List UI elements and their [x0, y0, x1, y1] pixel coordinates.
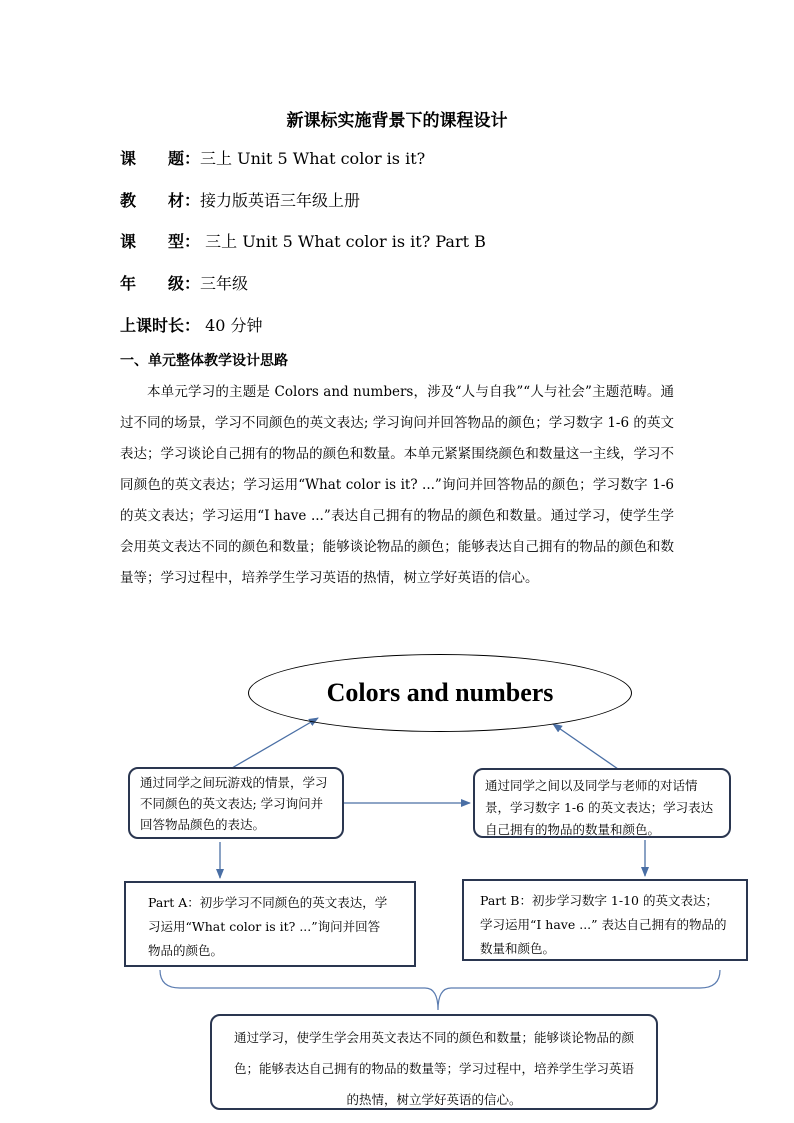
field-grade-value: 三年级	[200, 274, 249, 293]
field-grade-label: 年 级：	[120, 274, 201, 293]
goal-text: 通过学习，使学生学会用英文表达不同的颜色和数量；能够谈论物品的颜色；能够表达自己拥有的物品的数量等；学习过程中，培养学生学习英语的热情，树立学好英语的信心。	[233, 1030, 634, 1107]
center-topic-label: Colors and numbers	[326, 678, 554, 707]
field-textbook-value: 接力版英语三年级上册	[200, 191, 361, 210]
center-topic-ellipse	[248, 654, 632, 732]
field-lesson-type-value: 三上 Unit 5 What color is it? Part B	[200, 232, 486, 251]
part-b-box	[462, 879, 748, 961]
field-lesson-type-label: 课 型：	[120, 232, 201, 251]
section-heading: 一、单元整体教学设计思路	[120, 353, 288, 369]
part-a-box	[124, 881, 416, 967]
field-topic-label: 课 题：	[120, 149, 201, 168]
left-scene-text: 通过同学之间玩游戏的情景，学习不同颜色的英文表达; 学习询问并回答物品颜色的表达。	[140, 775, 328, 832]
field-duration-value: 40 分钟	[200, 316, 263, 335]
right-scene-text: 通过同学之间以及同学与老师的对话情景，学习数字 1-6 的英文表达；学习表达自己拥有的物品的数量和颜色。	[485, 778, 714, 837]
part-a-text: Part A：初步学习不同颜色的英文表达，学习运用“What color is it? ...”询问并回答物品的颜色。	[148, 895, 388, 958]
brace	[160, 970, 720, 1010]
part-b-text: Part B：初步学习数字 1-10 的英文表达；学习运用“I have ...” 表达自己拥有的物品的数量和颜色。	[480, 893, 727, 956]
field-topic-value: 三上 Unit 5 What color is it?	[200, 149, 426, 168]
left-scene-box	[128, 767, 344, 839]
field-textbook-label: 教 材：	[120, 191, 201, 210]
goal-box	[210, 1014, 658, 1110]
body-paragraph-text: 本单元学习的主题是 Colors and numbers，涉及“人与自我”“人与社会”主题范畴。通过不同的场景，学习不同颜色的英文表达; 学习询问并回答物品的颜色；学习数字 1-6 的英文表达；学习谈论自己拥有的物品的颜色和数量。本单元紧紧围绕颜色和数量这一主线，学习不同颜色的英文表达；学习运用“What color is it? ...”询问并回答物品的颜色；学习数字 1-6 的英文表达；学习运用“I have ...”表达自己拥有的物品的颜色和数量。通过学习，使学生学会用英文表达不同的颜色和数量；能够谈论物品的颜色；能够表达自己拥有的物品的颜色和数量等；学习过程中，培养学生学习英语的热情，树立学好英语的信心。	[120, 384, 674, 586]
document-title: 新课标实施背景下的课程设计	[286, 111, 508, 131]
field-duration-label: 上课时长：	[120, 316, 201, 335]
right-scene-box	[473, 768, 731, 838]
arrow-left-to-center	[232, 718, 318, 768]
arrow-right-to-center	[553, 724, 618, 769]
